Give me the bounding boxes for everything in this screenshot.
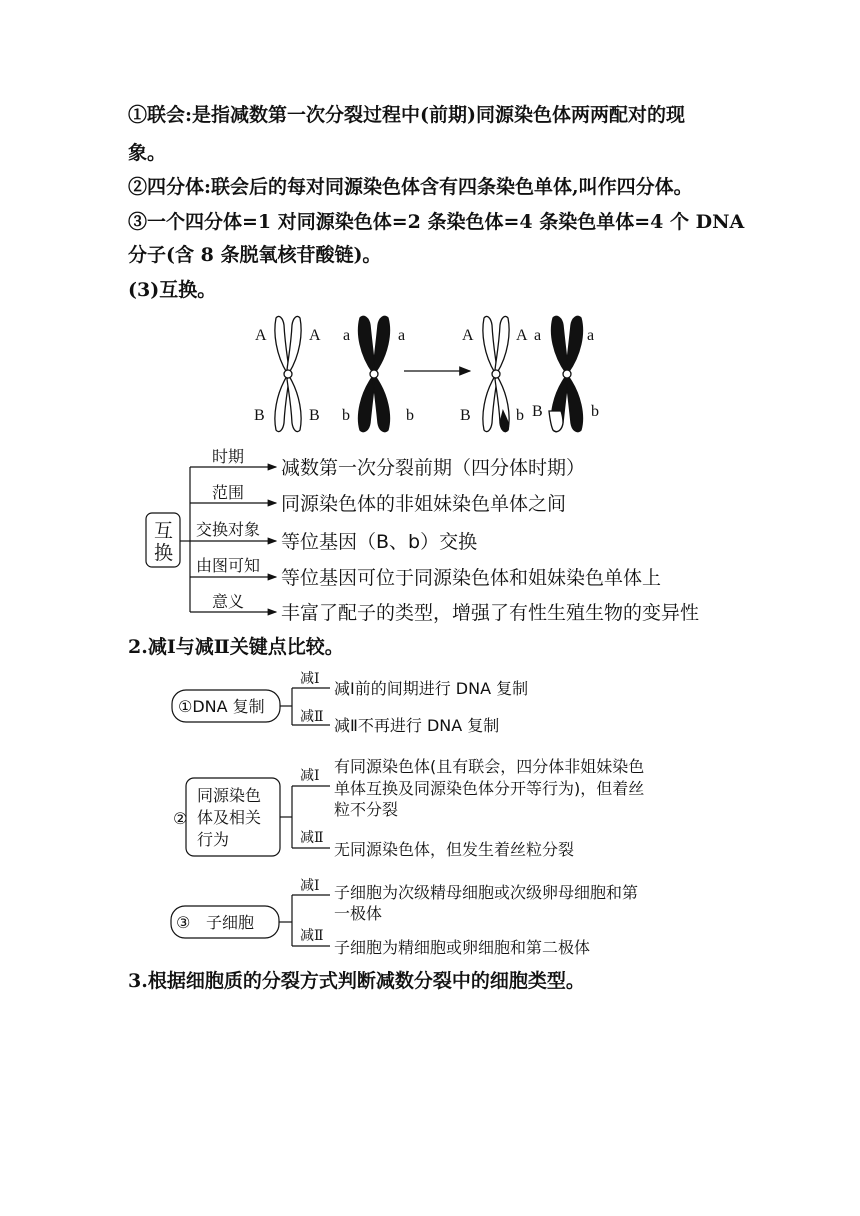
chromosome-black-1 (359, 316, 390, 431)
comparison-node-line: 体及相关 (197, 808, 262, 827)
gene-label: b (406, 407, 414, 424)
gene-label: b (591, 403, 599, 420)
comparison-label-meiosis2: 减Ⅱ (300, 928, 324, 944)
comparison-label-meiosis1: 减Ⅰ (300, 768, 320, 784)
comparison-dna-replication (172, 671, 528, 735)
comparison-text: 子细胞为次级精母细胞或次级卵母细胞和第 (334, 883, 639, 902)
gene-label: B (460, 407, 471, 424)
comparison-text: 减Ⅰ前的间期进行 DNA 复制 (334, 679, 529, 698)
gene-label: B (532, 403, 543, 420)
gene-label: a (587, 327, 595, 344)
chromosome-black-2 (549, 316, 582, 431)
exchange-tree (146, 447, 699, 624)
paragraph-tetrad: ②四分体:联会后的每对同源染色体含有四条染色单体,叫作四分体。 (128, 176, 693, 198)
gene-label: b (516, 407, 524, 424)
comparison-label-meiosis2: 减Ⅱ (300, 830, 324, 846)
gene-label: a (343, 327, 351, 344)
branch-label-conclusion: 由图可知 (196, 556, 261, 575)
comparison-node-line: 子细胞 (206, 913, 255, 932)
exchange-root-label: 互 (154, 520, 174, 542)
comparison-node-line: 同源染色 (197, 786, 262, 805)
heading-cell-type: 3.根据细胞质的分裂方式判断减数分裂中的细胞类型。 (128, 970, 585, 992)
branch-text-significance: 丰富了配子的类型，增强了有性生殖生物的变异性 (281, 602, 700, 624)
branch-text-object: 等位基因（B、b）交换 (281, 531, 478, 553)
comparison-text: 子细胞为精细胞或卵细胞和第二极体 (334, 938, 591, 957)
paragraph-synapsis: ①联会:是指减数第一次分裂过程中(前期)同源染色体两两配对的现 (128, 104, 685, 126)
gene-label: B (309, 407, 320, 424)
gene-label: A (462, 327, 474, 344)
branch-label-significance: 意义 (212, 592, 245, 611)
comparison-node-line: 行为 (197, 830, 230, 849)
branch-label-scope: 范围 (212, 483, 245, 502)
branch-label-object: 交换对象 (196, 520, 261, 539)
comparison-label-meiosis1: 减Ⅰ (300, 878, 320, 894)
gene-label: B (254, 407, 265, 424)
comparison-text: 减Ⅱ不再进行 DNA 复制 (334, 716, 500, 735)
comparison-node-number: ② (173, 809, 188, 828)
heading-exchange: (3)互换。 (128, 279, 217, 301)
comparison-text: 有同源染色体(且有联会，四分体非姐妹染色 (334, 757, 645, 776)
comparison-label-meiosis1: 减Ⅰ (300, 671, 320, 687)
gene-label: b (342, 407, 350, 424)
comparison-text: 粒不分裂 (334, 800, 399, 819)
gene-label: A (255, 327, 267, 344)
comparison-text: 单体互换及同源染色体分开等行为)，但着丝 (334, 779, 645, 798)
chromosome-white-2 (483, 316, 509, 431)
heading-comparison: 2.减Ⅰ与减Ⅱ关键点比较。 (128, 636, 344, 658)
comparison-daughter-cells (171, 878, 638, 957)
comparison-text: 无同源染色体，但发生着丝粒分裂 (334, 840, 575, 859)
gene-label: a (534, 327, 542, 344)
comparison-node-number: ③ (176, 913, 191, 932)
branch-label-period: 时期 (212, 447, 245, 466)
gene-label: A (309, 327, 321, 344)
paragraph-tetrad-equation: ③一个四分体=1 对同源染色体=2 条染色体=4 条染色单体=4 个 DNA (128, 211, 745, 233)
gene-label: a (398, 327, 406, 344)
exchange-root-label: 换 (154, 542, 174, 564)
paragraph-synapsis-cont: 象。 (128, 142, 167, 164)
chromosome-white-1 (275, 316, 301, 431)
comparison-node-dna: ①DNA 复制 (178, 697, 265, 716)
gene-label: A (516, 327, 528, 344)
comparison-homologous (173, 757, 644, 859)
branch-text-conclusion: 等位基因可位于同源染色体和姐妹染色单体上 (281, 567, 662, 589)
comparison-text: 一极体 (334, 904, 383, 923)
branch-text-period: 减数第一次分裂前期（四分体时期） (281, 457, 586, 479)
paragraph-tetrad-equation-cont: 分子(含 8 条脱氧核苷酸链)。 (128, 244, 382, 266)
comparison-label-meiosis2: 减Ⅱ (300, 709, 324, 725)
branch-text-scope: 同源染色体的非姐妹染色单体之间 (281, 493, 567, 515)
gene-labels (254, 327, 599, 424)
